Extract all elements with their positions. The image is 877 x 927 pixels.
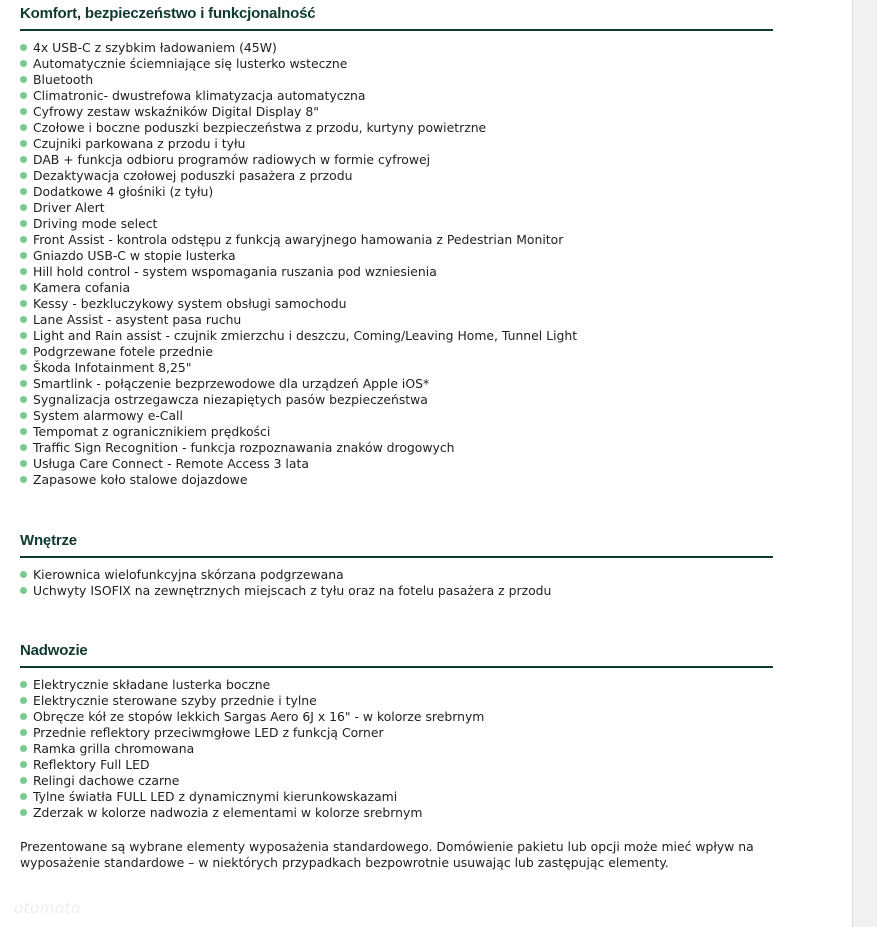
bullet-icon xyxy=(20,793,27,800)
scrollbar-track[interactable] xyxy=(852,0,877,927)
feature-text: Czujniki parkowana z przodu i tyłu xyxy=(33,136,246,151)
feature-item xyxy=(20,408,773,424)
feature-text: Tylne światła FULL LED z dynamicznymi kierunkowskazami xyxy=(33,789,398,804)
feature-text: Bluetooth xyxy=(33,72,94,87)
bullet-icon xyxy=(20,428,27,435)
section-title: Nadwozie xyxy=(20,642,773,668)
feature-item xyxy=(20,440,773,456)
feature-item xyxy=(20,136,773,152)
bullet-icon xyxy=(20,124,27,131)
bullet-icon xyxy=(20,761,27,768)
bullet-icon xyxy=(20,396,27,403)
bullet-icon xyxy=(20,713,27,720)
bullet-icon xyxy=(20,204,27,211)
feature-text: Automatycznie ściemniające się lusterko wsteczne xyxy=(33,56,348,71)
bullet-icon xyxy=(20,316,27,323)
feature-text: Front Assist - kontrola odstępu z funkcją awaryjnego hamowania z Pedestrian Monitor xyxy=(33,232,564,247)
bullet-icon xyxy=(20,380,27,387)
feature-item xyxy=(20,168,773,184)
feature-item xyxy=(20,677,773,693)
feature-item xyxy=(20,376,773,392)
feature-item xyxy=(20,360,773,376)
feature-item xyxy=(20,152,773,168)
feature-text: Lane Assist - asystent pasa ruchu xyxy=(33,312,242,327)
feature-text: Zapasowe koło stalowe dojazdowe xyxy=(33,472,248,487)
feature-text: Przednie reflektory przeciwmgłowe LED z funkcją Corner xyxy=(33,725,384,740)
feature-text: Škoda Infotainment 8,25" xyxy=(33,360,192,375)
section-title: Wnętrze xyxy=(20,532,773,558)
bullet-icon xyxy=(20,777,27,784)
bullet-icon xyxy=(20,476,27,483)
section-nadwozie xyxy=(20,642,773,821)
feature-item xyxy=(20,200,773,216)
watermark-logo: otomoto xyxy=(14,899,81,917)
feature-text: Podgrzewane fotele przednie xyxy=(33,344,214,359)
feature-text: Relingi dachowe czarne xyxy=(33,773,180,788)
feature-item xyxy=(20,104,773,120)
bullet-icon xyxy=(20,681,27,688)
bullet-icon xyxy=(20,172,27,179)
feature-item xyxy=(20,741,773,757)
disclaimer-note xyxy=(20,839,780,871)
bullet-icon xyxy=(20,300,27,307)
feature-text: Cyfrowy zestaw wskaźników Digital Display 8" xyxy=(33,104,319,119)
feature-text: Driving mode select xyxy=(33,216,158,231)
feature-item xyxy=(20,248,773,264)
feature-item xyxy=(20,216,773,232)
bullet-icon xyxy=(20,268,27,275)
section-wnetrze xyxy=(20,532,773,599)
bullet-icon xyxy=(20,745,27,752)
disclaimer-line: Prezentowane są wybrane elementy wyposażenia standardowego. Domówienie pakietu lub opcji może mieć wpływ na xyxy=(20,839,754,854)
feature-list xyxy=(20,677,773,821)
feature-text: Obręcze kół ze stopów lekkich Sargas Aero 6J x 16" - w kolorze srebrnym xyxy=(33,709,485,724)
bullet-icon xyxy=(20,44,27,51)
feature-text: Kierownica wielofunkcyjna skórzana podgrzewana xyxy=(33,567,344,582)
feature-text: Reflektory Full LED xyxy=(33,757,150,772)
bullet-icon xyxy=(20,332,27,339)
section-komfort xyxy=(20,5,773,488)
feature-text: Kamera cofania xyxy=(33,280,131,295)
feature-text: Smartlink - połączenie bezprzewodowe dla urządzeń Apple iOS* xyxy=(33,376,430,391)
bullet-icon xyxy=(20,108,27,115)
feature-text: System alarmowy e-Call xyxy=(33,408,183,423)
feature-item xyxy=(20,40,773,56)
feature-item xyxy=(20,328,773,344)
bullet-icon xyxy=(20,284,27,291)
feature-item xyxy=(20,344,773,360)
feature-text: Elektrycznie sterowane szyby przednie i tylne xyxy=(33,693,317,708)
feature-item xyxy=(20,184,773,200)
disclaimer-line: wyposażenie standardowe – w niektórych przypadkach bezpowrotnie usuwając lub zastępując elementy. xyxy=(20,855,669,870)
feature-item xyxy=(20,693,773,709)
feature-text: Czołowe i boczne poduszki bezpieczeństwa z przodu, kurtyny powietrzne xyxy=(33,120,487,135)
feature-text: Elektrycznie składane lusterka boczne xyxy=(33,677,271,692)
feature-text: 4x USB-C z szybkim ładowaniem (45W) xyxy=(33,40,277,55)
feature-item xyxy=(20,312,773,328)
feature-text: Hill hold control - system wspomagania ruszania pod wzniesienia xyxy=(33,264,437,279)
bullet-icon xyxy=(20,156,27,163)
bullet-icon xyxy=(20,412,27,419)
feature-item xyxy=(20,120,773,136)
feature-item xyxy=(20,424,773,440)
feature-item xyxy=(20,583,773,599)
feature-text: Tempomat z ogranicznikiem prędkości xyxy=(33,424,271,439)
feature-item xyxy=(20,72,773,88)
feature-text: Driver Alert xyxy=(33,200,105,215)
bullet-icon xyxy=(20,809,27,816)
bullet-icon xyxy=(20,188,27,195)
feature-text: Kessy - bezkluczykowy system obsługi samochodu xyxy=(33,296,347,311)
feature-text: Gniazdo USB-C w stopie lusterka xyxy=(33,248,236,263)
bullet-icon xyxy=(20,444,27,451)
bullet-icon xyxy=(20,697,27,704)
feature-item xyxy=(20,773,773,789)
feature-item xyxy=(20,88,773,104)
feature-item xyxy=(20,56,773,72)
bullet-icon xyxy=(20,729,27,736)
feature-text: Zderzak w kolorze nadwozia z elementami w kolorze srebrnym xyxy=(33,805,423,820)
feature-item xyxy=(20,280,773,296)
feature-item xyxy=(20,472,773,488)
feature-text: DAB + funkcja odbioru programów radiowych w formie cyfrowej xyxy=(33,152,431,167)
feature-text: Traffic Sign Recognition - funkcja rozpoznawania znaków drogowych xyxy=(33,440,455,455)
section-title: Komfort, bezpieczeństwo i funkcjonalność xyxy=(20,5,773,31)
bullet-icon xyxy=(20,460,27,467)
feature-text: Dezaktywacja czołowej poduszki pasażera z przodu xyxy=(33,168,353,183)
feature-item xyxy=(20,232,773,248)
feature-item xyxy=(20,709,773,725)
feature-text: Dodatkowe 4 głośniki (z tyłu) xyxy=(33,184,214,199)
feature-text: Ramka grilla chromowana xyxy=(33,741,195,756)
feature-item xyxy=(20,264,773,280)
feature-text: Uchwyty ISOFIX na zewnętrznych miejscach z tyłu oraz na fotelu pasażera z przodu xyxy=(33,583,552,598)
feature-item xyxy=(20,392,773,408)
feature-item xyxy=(20,296,773,312)
bullet-icon xyxy=(20,60,27,67)
feature-item xyxy=(20,725,773,741)
bullet-icon xyxy=(20,348,27,355)
feature-text: Climatronic- dwustrefowa klimatyzacja automatyczna xyxy=(33,88,366,103)
feature-item xyxy=(20,567,773,583)
bullet-icon xyxy=(20,364,27,371)
feature-list xyxy=(20,40,773,488)
bullet-icon xyxy=(20,587,27,594)
feature-item xyxy=(20,456,773,472)
bullet-icon xyxy=(20,571,27,578)
bullet-icon xyxy=(20,92,27,99)
feature-item xyxy=(20,789,773,805)
bullet-icon xyxy=(20,220,27,227)
feature-item xyxy=(20,805,773,821)
bullet-icon xyxy=(20,236,27,243)
bullet-icon xyxy=(20,76,27,83)
feature-text: Light and Rain assist - czujnik zmierzchu i deszczu, Coming/Leaving Home, Tunnel Light xyxy=(33,328,578,343)
feature-item xyxy=(20,757,773,773)
feature-text: Usługa Care Connect - Remote Access 3 lata xyxy=(33,456,309,471)
bullet-icon xyxy=(20,252,27,259)
feature-text: Sygnalizacja ostrzegawcza niezapiętych pasów bezpieczeństwa xyxy=(33,392,428,407)
feature-list xyxy=(20,567,773,599)
bullet-icon xyxy=(20,140,27,147)
